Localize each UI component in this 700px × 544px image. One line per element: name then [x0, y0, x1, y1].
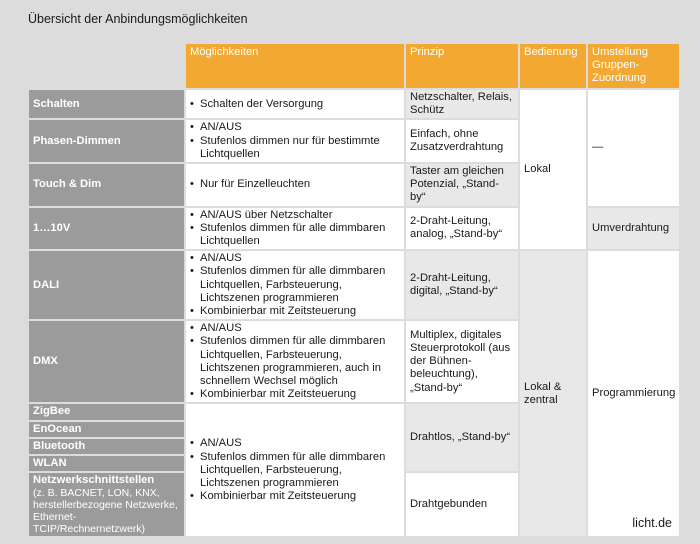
features-cell — [186, 208, 404, 250]
feature-item: • Schalten der Versorgung — [190, 98, 400, 111]
features-cell — [186, 120, 404, 162]
row-label-phase-dimming: Phasen-Dimmen — [29, 120, 184, 162]
feature-item: • Stufenlos dimmen für alle dimmbaren Lichtquellen, Farbsteuerung, Lichtszenen programmieren, auch in schnellem Wechsel möglich — [190, 335, 400, 388]
row-label-touch-dim: Touch & Dim — [29, 164, 184, 206]
features-cell — [186, 90, 404, 118]
operation-local-central: Lokal & zentral — [520, 251, 586, 536]
features-cell — [186, 404, 404, 536]
feature-item: • Stufenlos dimmen für alle dimmbaren Lichtquellen, Farbsteuerung, Lichtszenen programmieren — [190, 451, 400, 491]
feature-item: • AN/AUS — [190, 252, 400, 265]
row-label-enocean: EnOcean — [29, 422, 184, 437]
feature-item: • Kombinierbar mit Zeitsteuerung — [190, 490, 400, 503]
row-label-dali: DALI — [29, 251, 184, 319]
row-label-switching: Schalten — [29, 90, 184, 118]
feature-item: • Kombinierbar mit Zeitsteuerung — [190, 388, 400, 401]
header-grouping: Umstellung Gruppen-Zuordnung — [588, 44, 679, 88]
feature-item: • Kombinierbar mit Zeitsteuerung — [190, 305, 400, 318]
row-label-bluetooth: Bluetooth — [29, 439, 184, 454]
features-cell — [186, 321, 404, 402]
feature-item: • AN/AUS — [190, 322, 400, 335]
features-cell — [186, 164, 404, 206]
header-principle: Prinzip — [406, 44, 518, 88]
row-label-wlan: WLAN — [29, 456, 184, 471]
grouping-programming: Programmierung — [588, 251, 679, 536]
header-blank — [29, 44, 184, 88]
feature-item: • Stufenlos dimmen für alle dimmbaren Lichtquellen, Farbsteuerung, Lichtszenen programmieren — [190, 265, 400, 305]
feature-item: • Stufenlos dimmen für alle dimmbaren Lichtquellen — [190, 222, 400, 248]
network-label: Netzwerkschnittstellen — [33, 474, 155, 487]
overview-table — [27, 42, 681, 538]
principle-cell: Taster am gleichen Potenzial, „Stand-by“ — [406, 164, 518, 206]
header-operation: Bedienung — [520, 44, 586, 88]
table-row — [29, 251, 679, 319]
row-label-zigbee: ZigBee — [29, 404, 184, 419]
page-title: Übersicht der Anbindungsmöglichkeiten — [28, 12, 248, 26]
row-label-network — [29, 473, 184, 536]
feature-item: • Stufenlos dimmen nur für bestimmte Lichtquellen — [190, 135, 400, 161]
principle-wired: Drahtgebunden — [406, 473, 518, 536]
features-cell — [186, 251, 404, 319]
table-row — [29, 90, 679, 118]
principle-wireless: Drahtlos, „Stand-by“ — [406, 404, 518, 471]
feature-item: • Nur für Einzelleuchten — [190, 178, 400, 191]
header-features: Möglichkeiten — [186, 44, 404, 88]
feature-item: • AN/AUS über Netzschalter — [190, 209, 400, 222]
footer-source: licht.de — [632, 516, 672, 530]
feature-item: • AN/AUS — [190, 437, 400, 450]
principle-cell: 2-Draht-Leitung, digital, „Stand-by“ — [406, 251, 518, 319]
grouping-none: — — [588, 90, 679, 206]
row-label-dmx: DMX — [29, 321, 184, 402]
row-label-1-10v: 1…10V — [29, 208, 184, 250]
feature-item: • AN/AUS — [190, 121, 400, 134]
principle-cell: Einfach, ohne Zusatzverdrahtung — [406, 120, 518, 162]
grouping-rewiring: Umverdrahtung — [588, 208, 679, 250]
principle-cell: Multiplex, digitales Steuerprotokoll (aus der Bühnen-beleuchtung), „Stand-by“ — [406, 321, 518, 402]
operation-local: Lokal — [520, 90, 586, 249]
principle-cell: Netzschalter, Relais, Schütz — [406, 90, 518, 118]
principle-cell: 2-Draht-Leitung, analog, „Stand-by“ — [406, 208, 518, 250]
network-sublabel: (z. B. BACNET, LON, KNX, herstellerbezogene Netzwerke, Ethernet-TCIP/Rechnernetzwerk) — [33, 487, 178, 536]
